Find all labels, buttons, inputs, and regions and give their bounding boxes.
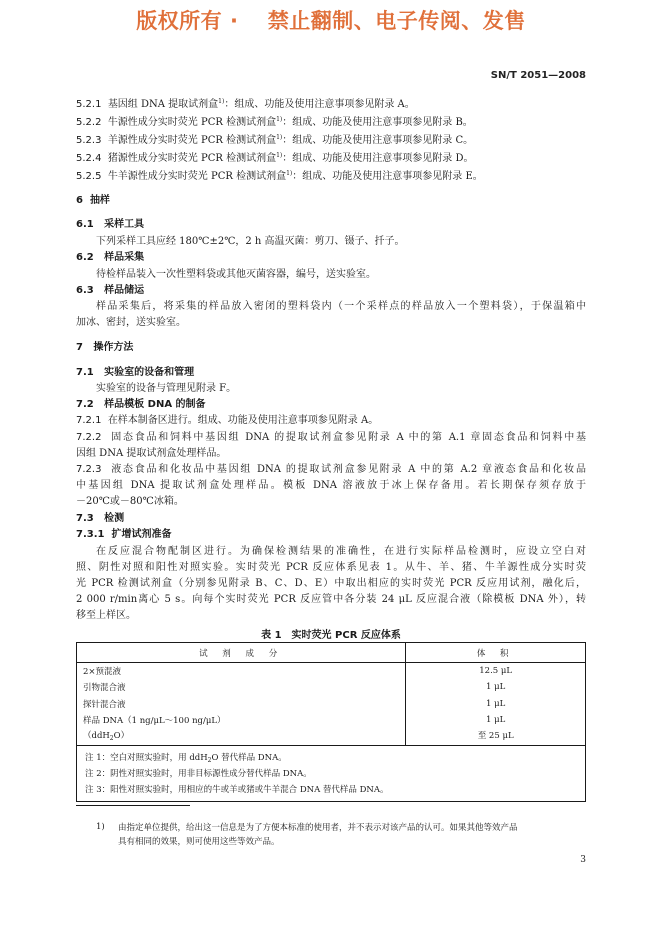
- section-title: 抽样: [89, 195, 110, 206]
- clause-title: 样品储运: [104, 285, 145, 296]
- clause-title: 样品采集: [104, 252, 145, 263]
- footnote-ref: 1): [276, 116, 283, 123]
- table-row: [77, 729, 586, 746]
- section-number: 6: [76, 195, 83, 206]
- table-note-1: [77, 745, 586, 765]
- clause-7-1-heading: [76, 366, 194, 380]
- header-volume: 体 积: [406, 643, 586, 663]
- clause-number: 7.3: [76, 513, 94, 524]
- clause-number: 6.1: [76, 219, 94, 230]
- clause-6-2-body: 待检样品装入一次性塑料袋或其他灭菌容器，编号，送实验室。: [96, 269, 376, 280]
- footnote-ref: 1): [276, 152, 283, 159]
- clause-text: 牛羊源性成分实时荧光 PCR 检测试剂盒: [107, 171, 287, 182]
- clause-text-tail: ：组成、功能及使用注意事项参见附录 A。: [224, 99, 415, 110]
- volume-cell: 1 μL: [486, 698, 506, 709]
- clause-7-3-1-line-4: 2 000 r/min离心 5 s。向每个实时荧光 PCR 反应管中各分装 24 μL 反应混合液（除模板 DNA 外），转: [76, 594, 586, 605]
- clause-number: 7.2.3: [76, 464, 102, 475]
- clause-title: 实验室的设备和管理: [104, 367, 195, 378]
- clause-text: 牛源性成分实时荧光 PCR 检测试剂盒: [107, 117, 277, 128]
- clause-7-3-1-line-2: 照、阴性对照和阳性对照实验。实时荧光 PCR 反应体系见表 1。从牛、羊、猪、牛羊源性成分实时荧: [76, 562, 586, 573]
- clause-6-3-heading: [76, 284, 144, 298]
- clause-number: 7.2.1: [76, 415, 102, 426]
- reagent-text-tail: O）: [113, 730, 130, 741]
- clause-text: 液态食品和化妆品中基因组 DNA 的提取试剂盒参见附录 A 中的第 A.2 章液态食品和化妆品: [111, 464, 586, 475]
- clause-title: 样品模板 DNA 的制备: [104, 399, 206, 410]
- footnote-ref: 1): [218, 98, 225, 105]
- note-text-b: O 替代样品 DNA。: [211, 753, 287, 764]
- section-number: 7: [76, 342, 83, 353]
- clause-number: 5.2.1: [76, 99, 102, 110]
- clause-7-2-3-line-2: 中基因组 DNA 提取试剂盒处理样品。模板 DNA 溶液放于冰上保存备用。若长期保存须存放于: [76, 480, 586, 491]
- section-7-heading: [76, 341, 133, 355]
- clause-6-1-body: 下列采样工具应经 180℃±2℃，2 h 高温灭菌：剪刀、镊子、扦子。: [96, 236, 405, 247]
- reagent-cell: 探针混合液: [77, 696, 406, 713]
- clause-number: 5.2.5: [76, 171, 102, 182]
- reagent-cell: [77, 729, 406, 746]
- clause-6-3-body-line-2: 加冰、密封，送实验室。: [76, 317, 186, 328]
- clause-text: 基因组 DNA 提取试剂盒: [107, 99, 219, 110]
- note-text: 注 2：阴性对照实验时，用非目标源性成分替代样品 DNA。: [85, 769, 312, 779]
- reagent-cell: 2×预混液: [77, 663, 406, 680]
- clause-number: 6.2: [76, 252, 94, 263]
- clause-5-2-2: [76, 116, 473, 130]
- page-number: 3: [580, 855, 586, 865]
- reagent-text: （ddH: [83, 730, 110, 741]
- clause-number: 5.2.3: [76, 135, 102, 146]
- section-title: 操作方法: [93, 342, 134, 353]
- clause-7-3-heading: [76, 512, 124, 526]
- clause-text-tail: ：组成、功能及使用注意事项参见附录 C。: [282, 135, 474, 146]
- table-note-3: [77, 781, 586, 801]
- footnote-mark: 1): [96, 822, 105, 832]
- table-row: [77, 712, 586, 729]
- clause-7-3-1-line-5: 移至上样区。: [76, 610, 136, 621]
- clause-5-2-4: [76, 152, 473, 166]
- clause-text: 在样本制备区进行。组成、功能及使用注意事项参见附录 A。: [107, 415, 379, 426]
- table-1: [76, 642, 586, 802]
- clause-5-2-5: [76, 170, 483, 184]
- clause-number: 5.2.2: [76, 117, 102, 128]
- volume-cell: 至 25 μL: [477, 730, 514, 741]
- clause-title: 扩增试剂准备: [111, 529, 172, 540]
- volume-cell: 12.5 μL: [479, 666, 513, 676]
- clause-5-2-3: [76, 134, 473, 148]
- reagent-cell: 样品 DNA（1 ng/μL～100 ng/μL）: [77, 712, 406, 729]
- clause-6-3-body-line-1: 样品采集后，将采集的样品放入密闭的塑料袋内（一个采样点的样品放入一个塑料袋），于保温箱中: [96, 301, 586, 312]
- section-6-heading: [76, 194, 110, 208]
- footnote-line-2: 具有相同的效果，则可使用这些等效产品。: [118, 837, 280, 847]
- clause-text: 猪源性成分实时荧光 PCR 检测试剂盒: [107, 153, 277, 164]
- clause-text-tail: ：组成、功能及使用注意事项参见附录 E。: [292, 171, 483, 182]
- table-1-title: 表 1 实时荧光 PCR 反应体系: [261, 630, 401, 641]
- clause-7-3-1-line-3: 光 PCR 检测试剂盒（分别参见附录 B、C、D、E）中取出相应的实时荧光 PCR 反应用试剂，融化后，: [76, 578, 586, 589]
- note-text-a: 注 1：空白对照实验时，用 ddH: [85, 753, 208, 764]
- clause-title: 采样工具: [104, 219, 145, 230]
- clause-number: 7.2.2: [76, 432, 102, 443]
- clause-7-1-body: 实验室的设备与管理见附录 F。: [96, 383, 237, 394]
- clause-7-2-3-line-1: [76, 463, 586, 477]
- table-row: [77, 679, 586, 696]
- header-reagent: 试 剂 成 分: [77, 643, 406, 663]
- footnote-divider: [76, 805, 190, 806]
- clause-number: 7.3.1: [76, 529, 105, 540]
- subscript: 2: [109, 734, 114, 742]
- clause-5-2-1: [76, 98, 415, 112]
- clause-number: 5.2.4: [76, 153, 102, 164]
- table-row: [77, 663, 586, 680]
- clause-text: 羊源性成分实时荧光 PCR 检测试剂盒: [107, 135, 277, 146]
- volume-cell: 1 μL: [486, 715, 506, 726]
- clause-7-3-1-line-1: 在反应混合物配制区进行。为确保检测结果的准确性，在进行实际样品检测时，应设立空白对: [96, 546, 586, 557]
- clause-number: 6.3: [76, 285, 94, 296]
- clause-number: 7.1: [76, 367, 94, 378]
- footnote-line-1: 由指定单位提供，给出这一信息是为了方便本标准的使用者，并不表示对该产品的认可。如果其他等效产品: [118, 823, 518, 833]
- clause-text-tail: ：组成、功能及使用注意事项参见附录 B。: [282, 117, 473, 128]
- reagent-cell: 引物混合液: [77, 679, 406, 696]
- note-text: [77, 745, 586, 765]
- clause-number: 7.2: [76, 399, 94, 410]
- footnote-ref: 1): [286, 170, 293, 177]
- clause-6-1-heading: [76, 218, 144, 232]
- volume-cell: 1 μL: [486, 682, 506, 693]
- clause-7-2-2-line-1: [76, 431, 586, 445]
- subscript: 2: [207, 757, 212, 765]
- clause-text-tail: ：组成、功能及使用注意事项参见附录 D。: [282, 153, 474, 164]
- clause-7-2-2-line-2: 因组 DNA 提取试剂盒处理样品。: [76, 448, 227, 459]
- clause-7-2-3-line-3: －20℃或－80℃冰箱。: [76, 496, 184, 507]
- clause-text: 固态食品和饲料中基因组 DNA 的提取试剂盒参见附录 A 中的第 A.1 章固态食品和饲料中基: [111, 432, 586, 443]
- copyright-watermark: 版权所有 · 禁止翻制、电子传阅、发售: [136, 9, 526, 33]
- standard-number: SN/T 2051—2008: [490, 70, 586, 81]
- table-note-2: [77, 765, 586, 781]
- clause-7-2-heading: [76, 398, 206, 412]
- table-row: [77, 696, 586, 713]
- clause-title: 检测: [104, 513, 125, 524]
- note-text: 注 3：阳性对照实验时，用相应的牛或羊或猪或牛羊混合 DNA 替代样品 DNA。: [85, 784, 389, 795]
- footnote-ref: 1): [276, 134, 283, 141]
- clause-7-3-1-heading: [76, 528, 171, 542]
- clause-6-2-heading: [76, 251, 144, 265]
- clause-7-2-1: [76, 414, 378, 428]
- table-header-row: [77, 643, 586, 663]
